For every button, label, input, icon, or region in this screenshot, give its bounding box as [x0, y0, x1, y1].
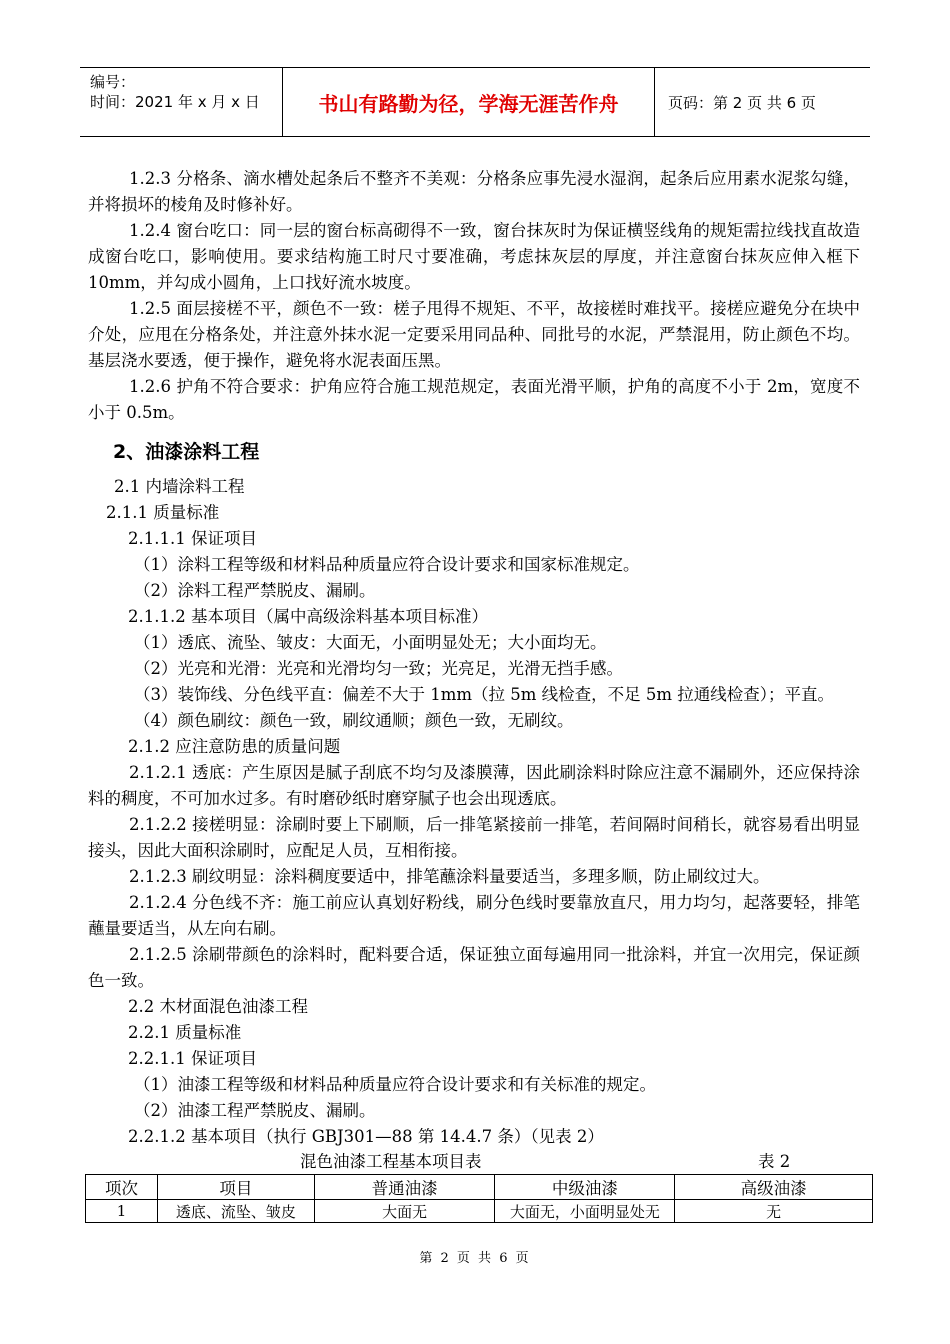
subsection-2-1: 2.1 内墙涂料工程	[114, 477, 245, 496]
table-cell: 大面无，小面明显处无	[495, 1200, 675, 1223]
subsection-2-1-1-1: 2.1.1.1 保证项目	[128, 529, 257, 548]
paragraph-2-1-2-2: 2.1.2.2 接槎明显：涂刷时要上下刷顺，后一排笔紧接前一排笔，若间隔时间稍长，就容易看出明显接头，因此大面积涂刷时，应配足人员，互相衔接。	[88, 815, 860, 860]
paragraph-1-2-5: 1.2.5 面层接槎不平，颜色不一致：槎子甩得不规矩、不平，故接槎时难找平。接槎应避免分在块中介处，应甩在分格条处，并注意外抹水泥一定要采用同品种、同批号的水泥，严禁混用，防止颜色不均。基层浇水要透，便于操作，避免将水泥表面压黑。	[88, 299, 860, 370]
document-body	[88, 166, 860, 1223]
paragraph-1-2-4: 1.2.4 窗台吃口：同一层的窗台标高砌得不一致，窗台抹灰时为保证横竖线角的规矩需拉线找直故造成窗台吃口，影响使用。要求结构施工时尺寸要准确，考虑抹灰层的厚度，并注意窗台抹灰应伸入框下 10mm，并勾成小圆角，上口找好流水坡度。	[88, 221, 860, 292]
section-heading: 2、油漆涂料工程	[113, 441, 260, 463]
code-label: 编号：	[90, 73, 136, 91]
list-item: （4）颜色刷纹：颜色一致，刷纹通顺；颜色一致，无刷纹。	[134, 711, 574, 730]
table-caption	[88, 1150, 860, 1174]
table-cell: 透底、流坠、皱皮	[157, 1200, 314, 1223]
date-label: 时间：2021 年 x 月 x 日	[90, 93, 260, 111]
list-item: （1）油漆工程等级和材料品种质量应符合设计要求和有关标准的规定。	[134, 1075, 656, 1094]
paragraph-2-1-2-4: 2.1.2.4 分色线不齐：施工前应认真划好粉线，刷分色线时要靠放直尺，用力均匀，起落要轻，排笔蘸量要适当，从左向右刷。	[88, 893, 860, 938]
paragraph-2-1-2-3: 2.1.2.3 刷纹明显：涂料稠度要适中，排笔蘸涂料量要适当，多理多顺，防止刷纹过大。	[129, 867, 770, 886]
table-header-cell: 高级油漆	[675, 1175, 873, 1200]
table-header-cell: 项次	[86, 1175, 158, 1200]
header-motto: 书山有路勤为径，学海无涯苦作舟	[283, 68, 655, 136]
paragraph-1-2-3: 1.2.3 分格条、滴水槽处起条后不整齐不美观：分格条应事先浸水湿润，起条后应用素水泥浆勾缝，并将损坏的棱角及时修补好。	[88, 169, 860, 214]
paragraph-2-1-2-5: 2.1.2.5 涂刷带颜色的涂料时，配料要合适，保证独立面每遍用同一批涂料，并宜一次用完，保证颜色一致。	[88, 945, 860, 990]
subsection-2-2-1-2: 2.2.1.2 基本项目（执行 GBJ301—88 第 14.4.7 条）（见表 2）	[128, 1127, 604, 1146]
table-header-cell: 中级油漆	[495, 1175, 675, 1200]
subsection-2-1-1: 2.1.1 质量标准	[106, 503, 220, 522]
page-header	[80, 67, 870, 137]
page-info-text: 页码：第 2 页 共 6 页	[668, 93, 816, 112]
table-cell: 大面无	[314, 1200, 495, 1223]
table-cell: 1	[86, 1200, 158, 1223]
header-meta	[80, 68, 283, 136]
table-row	[86, 1200, 873, 1223]
table-header-cell: 项目	[157, 1175, 314, 1200]
paragraph-1-2-6: 1.2.6 护角不符合要求：护角应符合施工规范规定，表面光滑平顺，护角的高度不小于 2m，宽度不小于 0.5m。	[88, 377, 860, 422]
table-number: 表 2	[758, 1152, 791, 1171]
table-header-row	[86, 1175, 873, 1200]
paragraph-2-1-2-1: 2.1.2.1 透底：产生原因是腻子刮底不均匀及漆膜薄，因此刷涂料时除应注意不漏刷外，还应保持涂料的稠度，不可加水过多。有时磨砂纸时磨穿腻子也会出现透底。	[88, 763, 860, 808]
subsection-2-2-1-1: 2.2.1.1 保证项目	[128, 1049, 257, 1068]
list-item: （2）光亮和光滑：光亮和光滑均匀一致；光亮足，光滑无挡手感。	[134, 659, 623, 678]
subsection-2-1-1-2: 2.1.1.2 基本项目（属中高级涂料基本项目标准）	[128, 607, 488, 626]
table-title: 混色油漆工程基本项目表	[300, 1152, 482, 1171]
list-item: （1）涂料工程等级和材料品种质量应符合设计要求和国家标准规定。	[134, 555, 640, 574]
table-header-cell: 普通油漆	[314, 1175, 495, 1200]
list-item: （2）油漆工程严禁脱皮、漏刷。	[134, 1101, 376, 1120]
subsection-2-2-1: 2.2.1 质量标准	[128, 1023, 242, 1042]
list-item: （2）涂料工程严禁脱皮、漏刷。	[134, 581, 376, 600]
header-page-info	[664, 68, 870, 136]
page-footer: 第 2 页 共 6 页	[419, 1251, 531, 1266]
subsection-2-2: 2.2 木材面混色油漆工程	[128, 997, 308, 1016]
table-cell: 无	[675, 1200, 873, 1223]
paint-items-table	[85, 1174, 873, 1223]
list-item: （3）装饰线、分色线平直：偏差不大于 1mm（拉 5m 线检查，不足 5m 拉通线检查）；平直。	[134, 685, 835, 704]
subsection-2-1-2: 2.1.2 应注意防患的质量问题	[128, 737, 341, 756]
list-item: （1）透底、流坠、皱皮：大面无，小面明显处无；大小面均无。	[134, 633, 607, 652]
